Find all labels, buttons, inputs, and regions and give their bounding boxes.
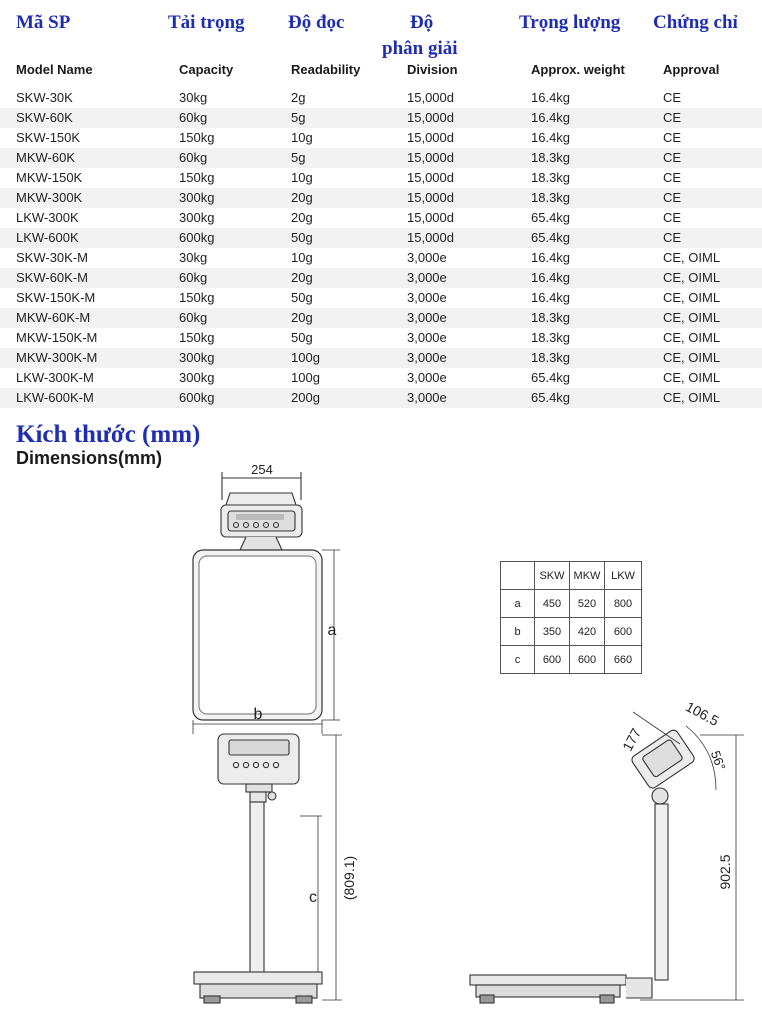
- cell-approval: CE, OIML: [663, 270, 721, 285]
- cell-approval: CE: [663, 210, 682, 225]
- en-header-division: Division: [407, 62, 458, 77]
- cell-approval: CE, OIML: [663, 250, 721, 265]
- cell-weight: 65.4kg: [531, 230, 571, 245]
- dimension-cell: 350: [535, 618, 570, 646]
- cell-model: MKW-60K-M: [16, 310, 91, 325]
- cell-model: MKW-60K: [16, 150, 75, 165]
- cell-model: MKW-150K: [16, 170, 83, 185]
- cell-capacity: 150kg: [179, 330, 215, 345]
- cell-division: 15,000d: [407, 210, 454, 225]
- cell-model: SKW-60K: [16, 110, 73, 125]
- cell-approval: CE: [663, 150, 682, 165]
- dimension-cell: 800: [605, 590, 642, 618]
- cell-division: 15,000d: [407, 130, 454, 145]
- cell-readability: 50g: [291, 230, 313, 245]
- cell-division: 15,000d: [407, 150, 454, 165]
- cell-division: 3,000e: [407, 250, 447, 265]
- cell-readability: 50g: [291, 330, 313, 345]
- en-header-approval: Approval: [663, 62, 720, 77]
- cell-capacity: 150kg: [179, 170, 215, 185]
- cell-approval: CE: [663, 170, 682, 185]
- cell-weight: 65.4kg: [531, 390, 571, 405]
- dimension-cell: 520: [570, 590, 605, 618]
- cell-readability: 10g: [291, 170, 313, 185]
- dimension-row-label: b: [501, 618, 535, 646]
- cell-capacity: 60kg: [179, 270, 208, 285]
- cell-approval: CE, OIML: [663, 390, 721, 405]
- cell-model: SKW-30K-M: [16, 250, 88, 265]
- side-view-scale: [470, 712, 744, 1003]
- dimension-table-corner: [501, 562, 535, 590]
- cell-readability: 5g: [291, 150, 306, 165]
- dim-angle: 56°: [707, 748, 729, 773]
- cell-model: LKW-600K-M: [16, 390, 94, 405]
- cell-weight: 16.4kg: [531, 110, 571, 125]
- dimension-cell: 600: [535, 646, 570, 674]
- vn-header-approval: Chứng chỉ: [653, 12, 738, 33]
- cell-capacity: 60kg: [179, 310, 208, 325]
- dimension-header-mkw: MKW: [570, 562, 605, 590]
- cell-capacity: 300kg: [179, 370, 215, 385]
- dimension-header-skw: SKW: [535, 562, 570, 590]
- dim-width-top: 254: [251, 462, 273, 477]
- cell-division: 15,000d: [407, 90, 454, 105]
- vn-header-capacity: Tải trọng: [168, 12, 245, 33]
- cell-capacity: 600kg: [179, 230, 215, 245]
- cell-approval: CE, OIML: [663, 330, 721, 345]
- top-view-indicator: [221, 472, 302, 550]
- dimension-cell: 420: [570, 618, 605, 646]
- dimension-row-label: c: [501, 646, 535, 674]
- cell-weight: 16.4kg: [531, 250, 571, 265]
- dimension-table-header: [501, 562, 642, 590]
- vn-header-division-1: Độ: [410, 12, 434, 33]
- cell-approval: CE: [663, 190, 682, 205]
- cell-model: SKW-150K-M: [16, 290, 96, 305]
- cell-capacity: 30kg: [179, 90, 208, 105]
- cell-weight: 18.3kg: [531, 190, 571, 205]
- cell-approval: CE, OIML: [663, 350, 721, 365]
- dimension-cell: 450: [535, 590, 570, 618]
- cell-approval: CE, OIML: [663, 370, 721, 385]
- cell-capacity: 300kg: [179, 190, 215, 205]
- cell-model: LKW-600K: [16, 230, 79, 245]
- cell-capacity: 600kg: [179, 390, 215, 405]
- cell-weight: 65.4kg: [531, 370, 571, 385]
- cell-readability: 5g: [291, 110, 306, 125]
- cell-capacity: 60kg: [179, 110, 208, 125]
- cell-approval: CE: [663, 130, 682, 145]
- cell-readability: 200g: [291, 390, 320, 405]
- dimensions-title-en: Dimensions(mm): [16, 448, 163, 468]
- cell-division: 3,000e: [407, 370, 447, 385]
- dimension-row-a: [501, 590, 642, 618]
- cell-readability: 100g: [291, 370, 320, 385]
- cell-readability: 20g: [291, 270, 313, 285]
- vn-header-division-2: phân giải: [382, 38, 458, 59]
- dimension-cell: 600: [605, 618, 642, 646]
- dimension-table: [500, 561, 642, 674]
- cell-capacity: 300kg: [179, 350, 215, 365]
- dim-label-a: a: [327, 622, 337, 639]
- dimension-cell: 660: [605, 646, 642, 674]
- dim-height-side: 902.5: [717, 854, 733, 890]
- cell-weight: 65.4kg: [531, 210, 571, 225]
- cell-capacity: 150kg: [179, 290, 215, 305]
- cell-division: 3,000e: [407, 330, 447, 345]
- cell-readability: 50g: [291, 290, 313, 305]
- cell-weight: 16.4kg: [531, 90, 571, 105]
- dimensions-title-vn: Kích thước (mm): [16, 421, 201, 448]
- cell-model: MKW-150K-M: [16, 330, 98, 345]
- cell-weight: 18.3kg: [531, 350, 571, 365]
- dim-height-head: 177: [619, 725, 645, 754]
- cell-readability: 20g: [291, 190, 313, 205]
- dimension-row-label: a: [501, 590, 535, 618]
- cell-capacity: 60kg: [179, 150, 208, 165]
- dimension-header-lkw: LKW: [605, 562, 642, 590]
- cell-division: 15,000d: [407, 170, 454, 185]
- cell-readability: 20g: [291, 310, 313, 325]
- vn-header-model: Mã SP: [16, 12, 71, 33]
- vn-header-weight: Trọng lượng: [519, 12, 621, 33]
- dimension-cell: 600: [570, 646, 605, 674]
- cell-division: 15,000d: [407, 110, 454, 125]
- dim-height-front: (809.1): [341, 855, 357, 901]
- cell-capacity: 150kg: [179, 130, 215, 145]
- cell-capacity: 30kg: [179, 250, 208, 265]
- cell-weight: 18.3kg: [531, 150, 571, 165]
- cell-approval: CE: [663, 90, 682, 105]
- vn-header-readability: Độ đọc: [288, 12, 345, 33]
- cell-division: 3,000e: [407, 270, 447, 285]
- en-header-capacity: Capacity: [179, 62, 234, 77]
- dim-depth-head: 106.5: [683, 698, 722, 729]
- en-header-weight: Approx. weight: [531, 62, 625, 77]
- cell-capacity: 300kg: [179, 210, 215, 225]
- cell-approval: CE: [663, 110, 682, 125]
- dim-label-b: b: [253, 706, 263, 723]
- front-view-scale: [194, 734, 342, 1003]
- top-view-platform: [193, 550, 340, 734]
- cell-weight: 16.4kg: [531, 270, 571, 285]
- cell-division: 3,000e: [407, 350, 447, 365]
- cell-division: 3,000e: [407, 310, 447, 325]
- cell-division: 3,000e: [407, 390, 447, 405]
- dimension-row-c: [501, 646, 642, 674]
- cell-readability: 100g: [291, 350, 320, 365]
- cell-weight: 18.3kg: [531, 170, 571, 185]
- cell-division: 3,000e: [407, 290, 447, 305]
- cell-approval: CE, OIML: [663, 290, 721, 305]
- en-header-readability: Readability: [291, 62, 361, 77]
- cell-model: MKW-300K-M: [16, 350, 98, 365]
- cell-approval: CE, OIML: [663, 310, 721, 325]
- dim-label-c: c: [309, 889, 317, 906]
- cell-readability: 10g: [291, 250, 313, 265]
- cell-model: SKW-60K-M: [16, 270, 88, 285]
- cell-model: LKW-300K-M: [16, 370, 94, 385]
- cell-weight: 16.4kg: [531, 130, 571, 145]
- cell-readability: 20g: [291, 210, 313, 225]
- cell-model: LKW-300K: [16, 210, 79, 225]
- cell-division: 15,000d: [407, 190, 454, 205]
- cell-readability: 10g: [291, 130, 313, 145]
- cell-weight: 18.3kg: [531, 330, 571, 345]
- cell-readability: 2g: [291, 90, 306, 105]
- cell-weight: 18.3kg: [531, 310, 571, 325]
- cell-approval: CE: [663, 230, 682, 245]
- cell-division: 15,000d: [407, 230, 454, 245]
- en-header-model: Model Name: [16, 62, 93, 77]
- cell-model: MKW-300K: [16, 190, 83, 205]
- cell-weight: 16.4kg: [531, 290, 571, 305]
- dimension-row-b: [501, 618, 642, 646]
- cell-model: SKW-150K: [16, 130, 81, 145]
- cell-model: SKW-30K: [16, 90, 73, 105]
